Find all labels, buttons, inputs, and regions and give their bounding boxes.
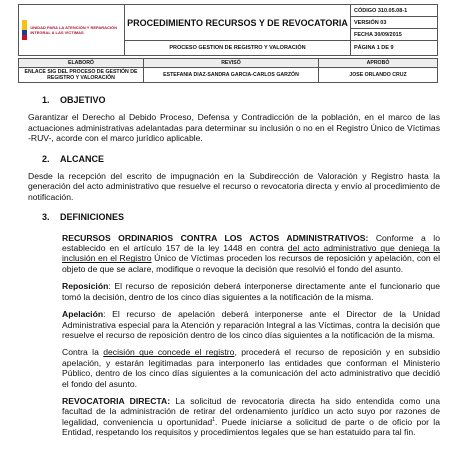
term-recursos: RECURSOS ORDINARIOS CONTRA LOS ACTOS ADMINISTRATIVOS: [62,232,369,243]
definition-recursos [62,233,440,275]
section-heading-definiciones [42,212,420,222]
definition-revocatoria [62,396,440,438]
underlined-text: decisión que concede el registro [103,347,235,358]
page-number: PÁGINA 1 DE 9 [351,41,438,56]
aprobo-value: JOSE ORLANDO CRUZ [319,68,438,83]
section-number: 1. [42,95,50,105]
signature-table [18,58,438,83]
definition-text: , procederá el recurso de reposición y en subsidio apelación, y estarán legitimadas para interponerlo las entidades que conforman el Ministerio Público, dentro de los cinco días siguientes a la comunicación del acto administrativo que decidió el fondo del asunto. [62,347,440,389]
document-version: VERSIÓN 03 [351,17,438,29]
col-elaboro: ELABORÓ [19,59,144,68]
alcance-text: Desde la recepción del escrito de impugnación en la Subdirección de Valoración y Registro hasta la generación del acto administrativo que resuelve el recurso o revocatoria directa y envío al procedimiento de notificación. [28,171,440,202]
definition-text: Conforme a lo establecido en el artículo 157 de la ley 1448 en contra [62,232,440,254]
col-reviso: REVISÓ [144,59,319,68]
term-revocatoria: REVOCATORIA DIRECTA: [62,395,171,406]
section-number: 3. [42,212,50,223]
reviso-value: ESTEFANIA DIAZ-SANDRA GARCIA-CARLOS GARZÓN [144,68,319,83]
document-title: PROCEDIMIENTO RECURSOS Y DE REVOCATORIA [125,5,351,41]
underlined-text: del acto administrativo que deniega la inclusión en el Registro [62,243,440,264]
definition-text: : El recurso de reposición deberá interponerse directamente ante el funcionario que tomó la decisión, dentro de los cinco días siguientes a la notificación de la misma. [62,281,440,302]
definition-contra [62,347,440,389]
section-heading-alcance [42,154,420,164]
section-title: DEFINICIONES [60,212,125,223]
section-title: OBJETIVO [60,95,106,105]
document-date: FECHA 30/09/2015 [351,29,438,41]
process-name: PROCESO GESTION DE REGISTRO Y VALORACIÓN [125,41,351,56]
term-reposicion: Reposición [62,281,109,292]
section-title: ALCANCE [60,153,104,164]
col-aprobo: APROBÓ [319,59,438,68]
definition-text: Contra la [62,347,104,358]
colombia-flag-icon [22,20,27,40]
term-apelacion: Apelación [62,309,104,320]
definition-reposicion [62,281,440,302]
definition-text: La solicitud de revocatoria directa ha sido entendida como una facultad de la administración de retirar del ordenamiento jurídico un acto suyo por razones de legalidad, conveniencia u oportunidad [62,395,440,427]
document-code: CÓDIGO 310.05.08-1 [351,5,438,17]
definition-text: . Puede iniciarse a solicitud de parte o de oficio por la Entidad, respetando los requisitos y procedimientos legales que se han estatuido para tal fin. [62,416,440,438]
header-table [18,4,438,56]
definition-apelacion [62,309,440,340]
objetivo-text: Garantizar el Derecho al Debido Proceso, Defensa y Contradicción de la población, en el marco de las actuaciones administrativas adelantadas para determinar su inclusión o no en el Registro Único de Víctimas -RUV-, acorde con el marco jurídico aplicable. [28,112,440,144]
elaboro-value: ENLACE SIG DEL PROCESO DE GESTIÓN DE REGISTRO Y VALORACIÓN [19,68,144,83]
document-body [28,95,440,438]
footnote-marker: 1 [212,416,215,423]
definition-text: : El recurso de apelación deberá interponerse ante el Director de la Unidad Administrativa especial para la Atención y reparación Integral a las Víctimas, contra la decisión que resuelve el recurso de reposición dentro de los cinco días siguientes a la notificación de la misma. [62,309,440,340]
section-number: 2. [42,153,50,164]
definition-text: Único de Víctimas proceden los recursos de reposición y apelación, con el objeto de que se aclare, modifique o revoque la decisión que resolvió el fondo del asunto. [62,253,440,274]
logo-cell [19,5,125,56]
section-heading-objetivo [42,95,420,105]
logo-text: UNIDAD PARA LA ATENCIÓN Y REPARACIÓN INTEGRAL A LAS VÍCTIMAS [30,25,118,35]
